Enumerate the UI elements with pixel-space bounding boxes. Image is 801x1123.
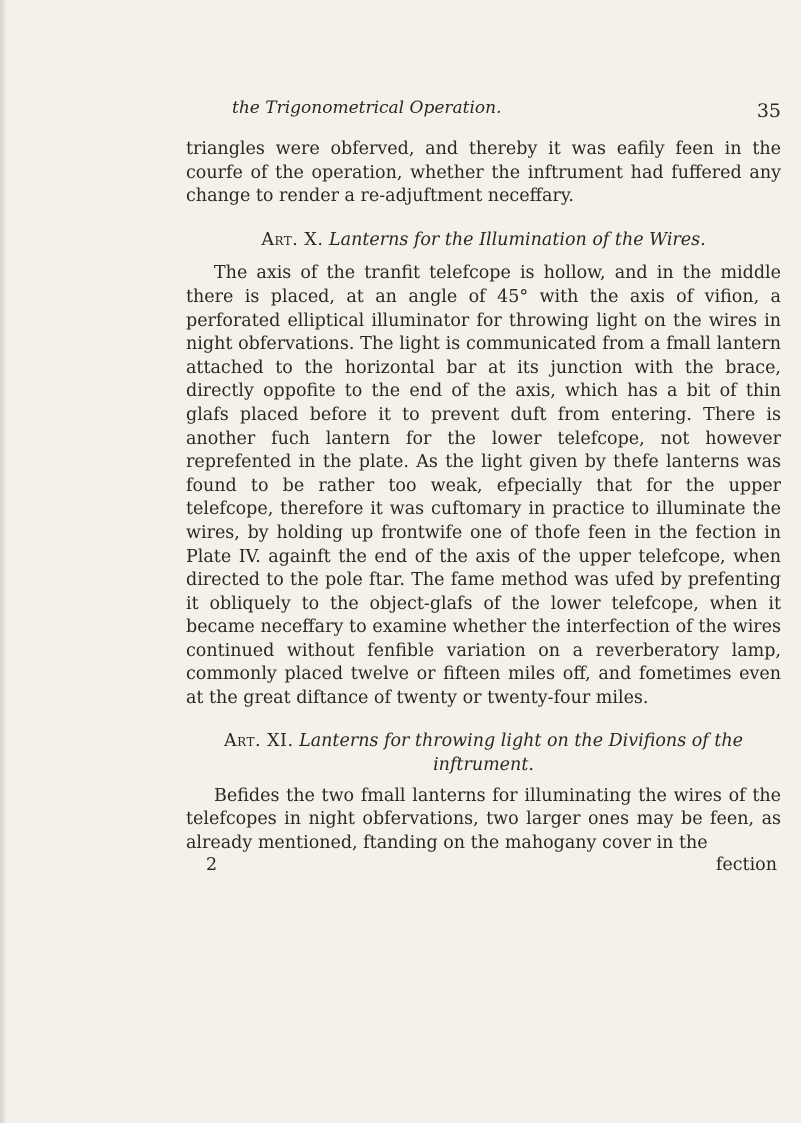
running-title: the Trigonometrical Operation. [232,98,502,118]
article-x-number: Art. X. [261,229,324,250]
signature-mark: 2 [206,855,218,876]
article-xi-number: Art. XI. [224,730,294,751]
article-xi-body: Befides the two fmall lanterns for illuminating the wires of the telefcopes in night obfervations, two larger ones may be feen, as already mentioned, ftanding on the mahogany cover in the [186,785,781,853]
page-edge [0,0,6,1123]
article-x-title: Lanterns for the Illumination of the Wires. [329,229,706,250]
continued-paragraph: triangles were obferved, and thereby it was eafily feen in the courfe of the operation, whether the inftrument had fuffered any change to render a re-adjuftment neceffary. [186,139,781,207]
article-xi-title: Lanterns for throwing light on the Divifions of the inftrument. [299,730,743,775]
page-footer [186,855,781,879]
article-xi-heading [186,729,781,777]
catchword: fection [715,855,777,876]
article-x-body: The axis of the tranfit telefcope is hollow, and in the middle there is placed, at an angle of 45° with the axis of vifion, a perforated elliptical illuminator for throwing light on the wires in night obfervations. The light is communicated from a fmall lantern attached to the horizontal bar at its junction with the brace, directly oppofite to the end of the axis, which has a bit of thin glafs placed before it to prevent duft from entering. There is another fuch lantern for the lower telefcope, not however reprefented in the plate. As the light given by thefe lanterns was found to be rather too weak, efpecially that for the upper telefcope, therefore it was cuftomary in practice to illuminate the wires, by holding up frontwife one of thofe feen in the fection in Plate IV. againft the end of the axis of the upper telefcope, when directed to the pole ftar. The fame method was ufed by prefenting it obliquely to the object-glafs of the lower telefcope, when it became neceffary to examine whether the interfection of the wires continued without fenfible variation on a reverberatory lamp, commonly placed twelve or fifteen miles off, and fometimes even at the great diftance of twenty or twenty-four miles. [186,263,781,709]
book-page [186,98,781,879]
running-head [186,98,781,138]
article-x-heading [186,229,781,253]
page-number: 35 [756,100,781,122]
